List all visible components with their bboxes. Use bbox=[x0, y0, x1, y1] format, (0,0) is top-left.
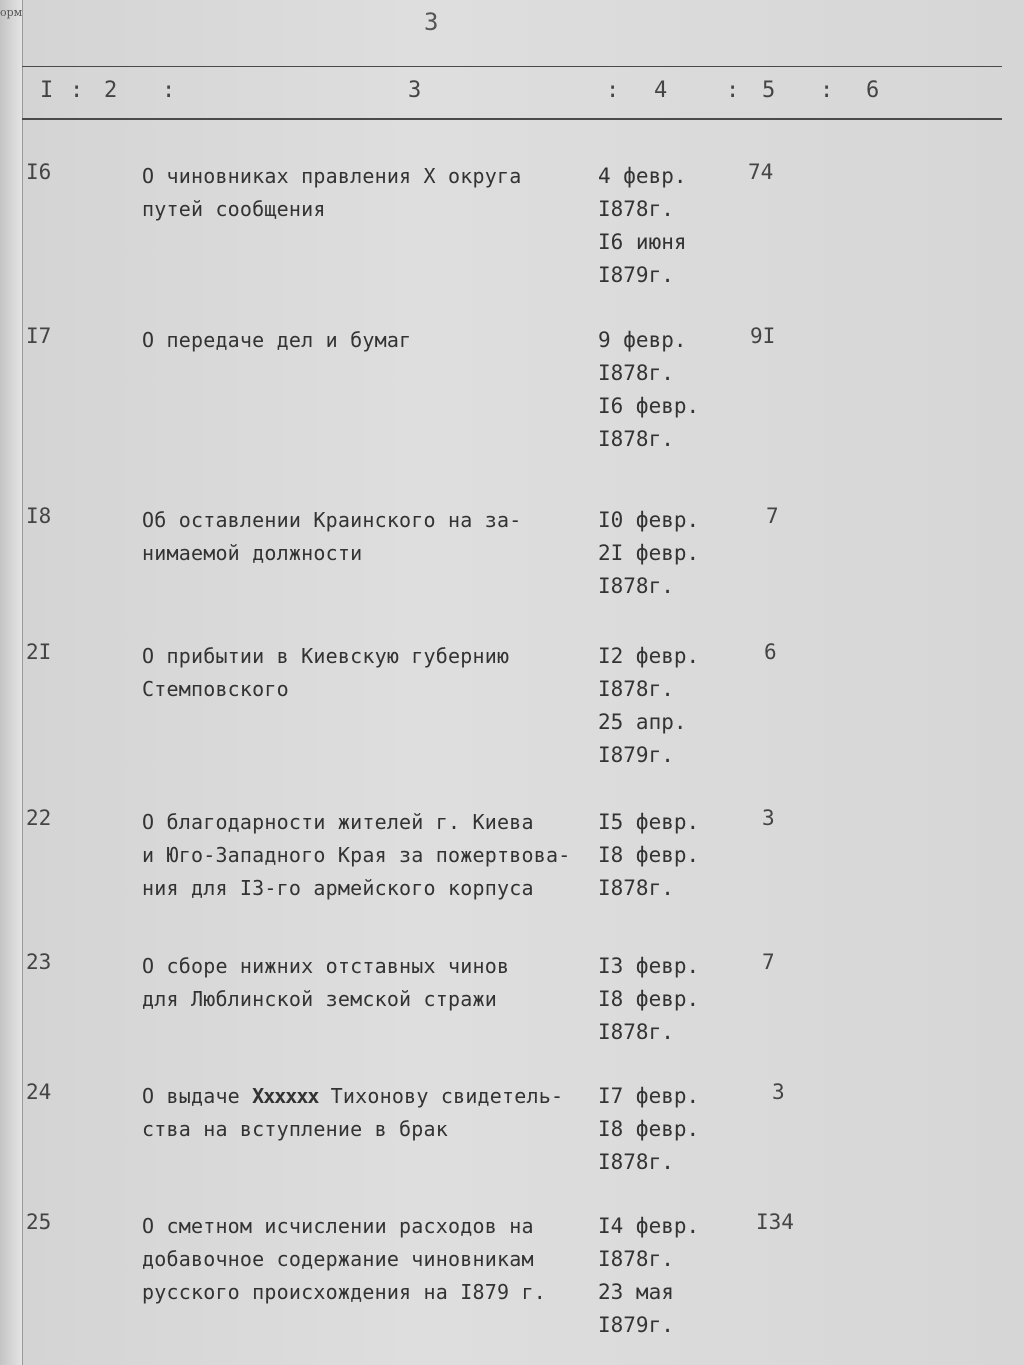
entry-sheet-count: 3 bbox=[772, 1080, 785, 1104]
entry-title-start: О выдаче bbox=[142, 1084, 253, 1108]
binding-edge bbox=[0, 0, 23, 1365]
entry-number: I7 bbox=[26, 324, 52, 348]
column-header-3: 3 bbox=[408, 78, 422, 103]
entry-dates: I4 февр. I878г. 23 мая I879г. bbox=[598, 1214, 700, 1337]
entry-sheet-count: 9I bbox=[750, 324, 776, 348]
entry-title: Об оставлении Краинского на за- нимаемой должности bbox=[142, 508, 522, 565]
page-number: 3 bbox=[424, 8, 439, 36]
column-separator: : bbox=[726, 78, 740, 103]
entry-sheet-count: 7 bbox=[762, 950, 775, 974]
entry-sheet-count: 3 bbox=[762, 806, 775, 830]
struck-out-text: Хххххх bbox=[252, 1084, 319, 1108]
entry-sheet-count: 6 bbox=[764, 640, 777, 664]
column-separator: : bbox=[70, 78, 84, 103]
column-header-1: I bbox=[40, 78, 54, 103]
entry-number: 25 bbox=[26, 1210, 52, 1234]
entry-title: О передаче дел и бумаг bbox=[142, 328, 412, 352]
entry-number: 22 bbox=[26, 806, 52, 830]
entry-title-end: Тихонову свидетель- ства на вступление в брак bbox=[142, 1084, 564, 1141]
header-rule-top bbox=[22, 66, 1002, 67]
column-separator: : bbox=[162, 78, 176, 103]
entry-dates: 9 февр. I878г. I6 февр. I878г. bbox=[598, 328, 700, 451]
column-header-4: 4 bbox=[654, 78, 668, 103]
entry-sheet-count: I34 bbox=[756, 1210, 794, 1234]
entry-title: О сметном исчислении расходов на добавочное содержание чиновникам русского происхождения на I879 г. bbox=[142, 1214, 546, 1304]
entry-dates: I7 февр. I8 февр. I878г. bbox=[598, 1084, 700, 1174]
column-separator: : bbox=[606, 78, 620, 103]
entry-dates: I3 февр. I8 февр. I878г. bbox=[598, 954, 700, 1044]
entry-title: О благодарности жителей г. Киева и Юго-Западного Края за пожертвова- ния для I3-го армейского корпуса bbox=[142, 810, 571, 900]
entry-dates: I2 февр. I878г. 25 апр. I879г. bbox=[598, 644, 700, 767]
entry-dates: I0 февр. 2I февр. I878г. bbox=[598, 508, 700, 598]
column-header-5: 5 bbox=[762, 78, 776, 103]
entry-dates: 4 февр. I878г. I6 июня I879г. bbox=[598, 164, 687, 287]
entry-number: I8 bbox=[26, 504, 52, 528]
entry-sheet-count: 74 bbox=[748, 160, 774, 184]
entry-title: О чиновниках правления X округа путей сообщения bbox=[142, 164, 522, 221]
column-header-6: 6 bbox=[866, 78, 880, 103]
entry-sheet-count: 7 bbox=[766, 504, 779, 528]
entry-title: О сборе нижних отставных чинов для Люблинской земской стражи bbox=[142, 954, 510, 1011]
entry-title: О прибытии в Киевскую губернию Стемповского bbox=[142, 644, 510, 701]
entry-number: 2I bbox=[26, 640, 52, 664]
entry-number: 23 bbox=[26, 950, 52, 974]
corner-label: орм bbox=[0, 6, 23, 19]
entry-dates: I5 февр. I8 февр. I878г. bbox=[598, 810, 700, 900]
column-separator: : bbox=[820, 78, 834, 103]
entry-title bbox=[142, 1080, 592, 1146]
header-rule-bottom bbox=[22, 118, 1002, 120]
entry-number: 24 bbox=[26, 1080, 52, 1104]
entry-number: I6 bbox=[26, 160, 52, 184]
column-header-2: 2 bbox=[104, 78, 118, 103]
